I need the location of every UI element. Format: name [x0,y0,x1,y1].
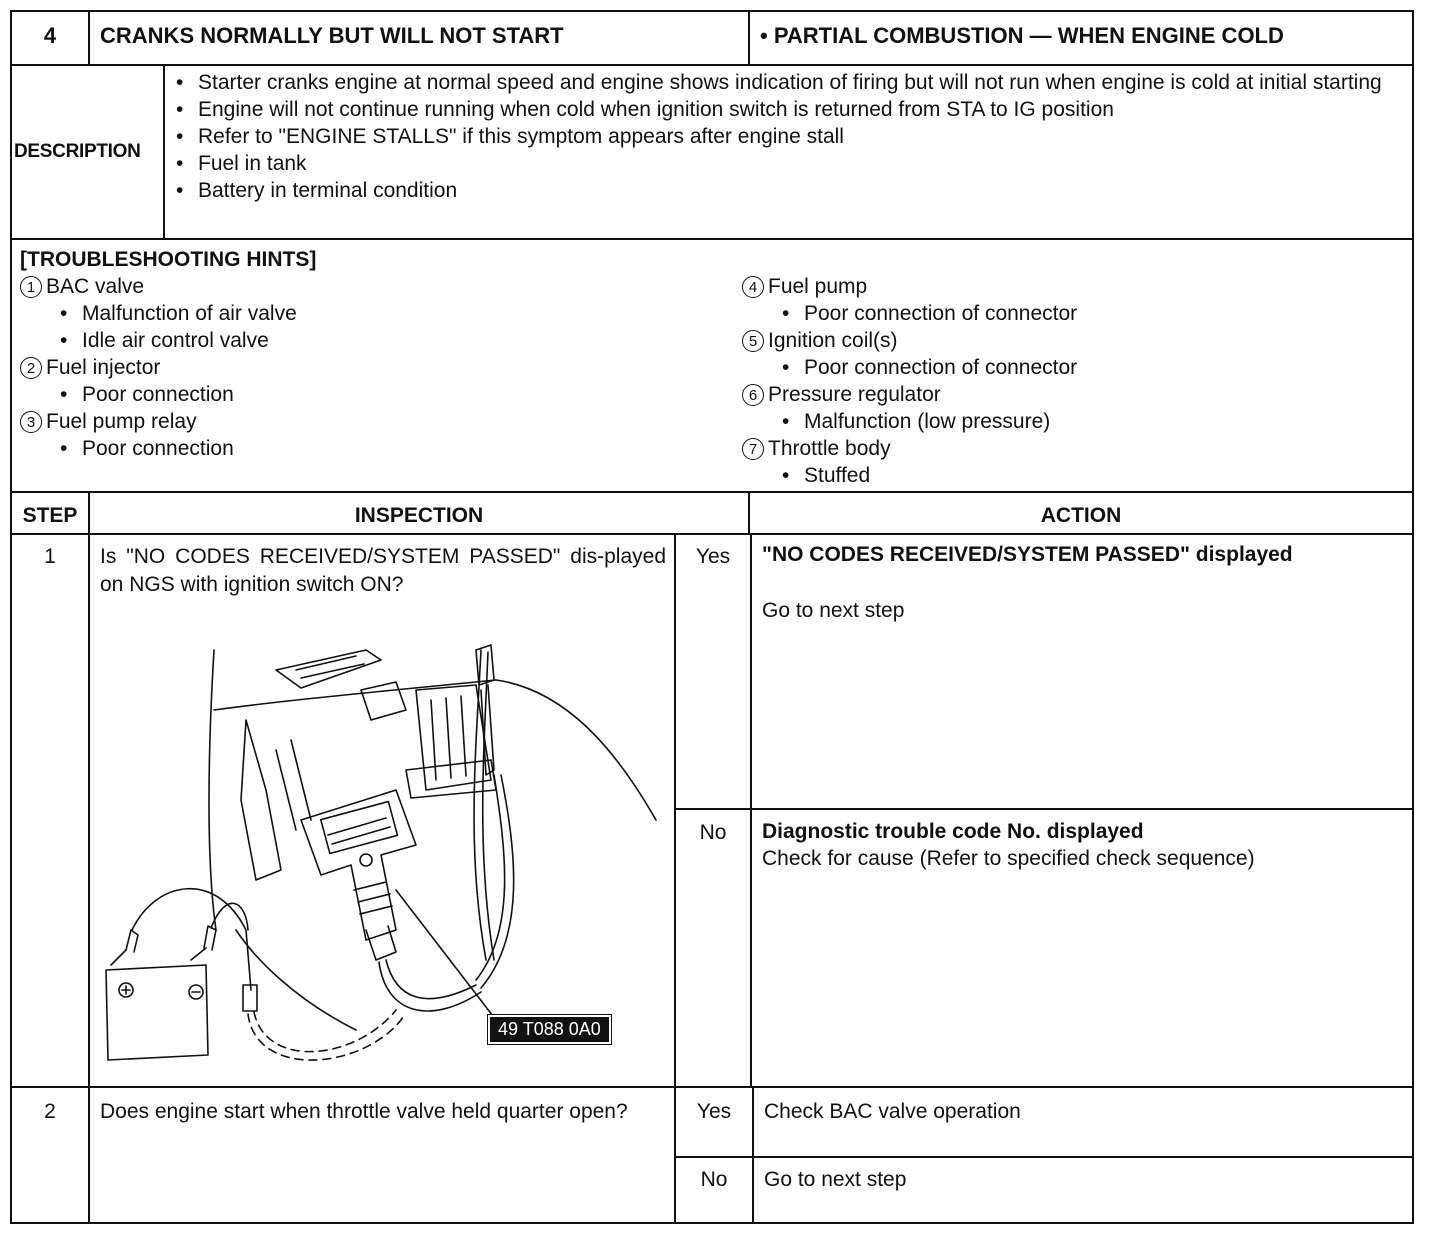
hint-detail: • Malfunction of air valve [20,300,720,327]
hint-number: 4 [742,276,764,298]
hint-name: Fuel pump relay [46,410,197,433]
hint-detail: • Idle air control valve [20,327,720,354]
step-question: Does engine start when throttle valve held quarter open? [100,1100,628,1123]
yes-label: Yes [695,545,731,568]
no-action: Go to next step [764,1168,907,1191]
yes-action: Go to next step [762,599,905,622]
no-label: No [700,1168,728,1191]
description-label: DESCRIPTION [14,141,141,162]
description-list [166,70,1406,204]
hint-name: Ignition coil(s) [768,329,898,352]
hint-name: Fuel injector [46,356,161,379]
description-item: • Refer to "ENGINE STALLS" if this symptom appears after engine stall [166,123,1406,150]
inspection-column-header: INSPECTION [354,504,484,527]
hint-item [20,354,720,381]
step-column-header: STEP [22,504,78,527]
yes-result-title: "NO CODES RECEIVED/SYSTEM PASSED" displayed [762,543,1293,566]
hint-detail: • Poor connection [20,435,720,462]
description-item: • Battery in terminal condition [166,177,1406,204]
step-question: Is "NO CODES RECEIVED/SYSTEM PASSED" dis-played on NGS with ignition switch ON? [100,545,666,596]
ngs-connection-illustration [96,630,666,1080]
no-action: Check for cause (Refer to specified check sequence) [762,847,1255,870]
hints-right-column [742,273,1402,489]
hint-name: BAC valve [46,275,145,298]
hint-detail: • Poor connection of connector [742,300,1402,327]
hints-title: [TROUBLESHOOTING HINTS] [20,248,317,271]
symptom-title: CRANKS NORMALLY BUT WILL NOT START [100,23,564,48]
step-number: 2 [44,1100,56,1123]
tool-part-number-tag: 49 T088 0A0 [488,1015,611,1044]
hint-name: Fuel pump [768,275,868,298]
hint-detail: • Poor connection [20,381,720,408]
hint-number: 5 [742,330,764,352]
hint-item [20,273,720,300]
symptom-condition: • PARTIAL COMBUSTION — WHEN ENGINE COLD [760,23,1284,48]
hints-left-column [20,273,720,462]
hint-number: 2 [20,357,42,379]
hint-number: 3 [20,411,42,433]
hint-item [742,381,1402,408]
yes-label: Yes [696,1100,732,1123]
step-number: 1 [44,545,56,568]
description-item: • Fuel in tank [166,150,1406,177]
hint-item [742,327,1402,354]
hint-detail: • Stuffed [742,462,1402,489]
hint-name: Throttle body [768,437,891,460]
hint-detail: • Malfunction (low pressure) [742,408,1402,435]
no-result-title: Diagnostic trouble code No. displayed [762,820,1144,843]
no-label: No [699,821,727,844]
hint-item [742,273,1402,300]
hint-item [742,435,1402,462]
hint-item [20,408,720,435]
hint-number: 7 [742,438,764,460]
description-item: • Engine will not continue running when cold when ignition switch is returned from STA to IG position [166,96,1406,123]
hint-name: Pressure regulator [768,383,941,406]
yes-action: Check BAC valve operation [764,1100,1021,1123]
hint-detail: • Poor connection of connector [742,354,1402,381]
hint-number: 6 [742,384,764,406]
description-item: • Starter cranks engine at normal speed and engine shows indication of firing but will not run when engine is cold at initial starting [166,70,1406,96]
hint-number: 1 [20,276,42,298]
action-column-header: ACTION [1040,504,1122,527]
symptom-number: 4 [43,23,57,48]
